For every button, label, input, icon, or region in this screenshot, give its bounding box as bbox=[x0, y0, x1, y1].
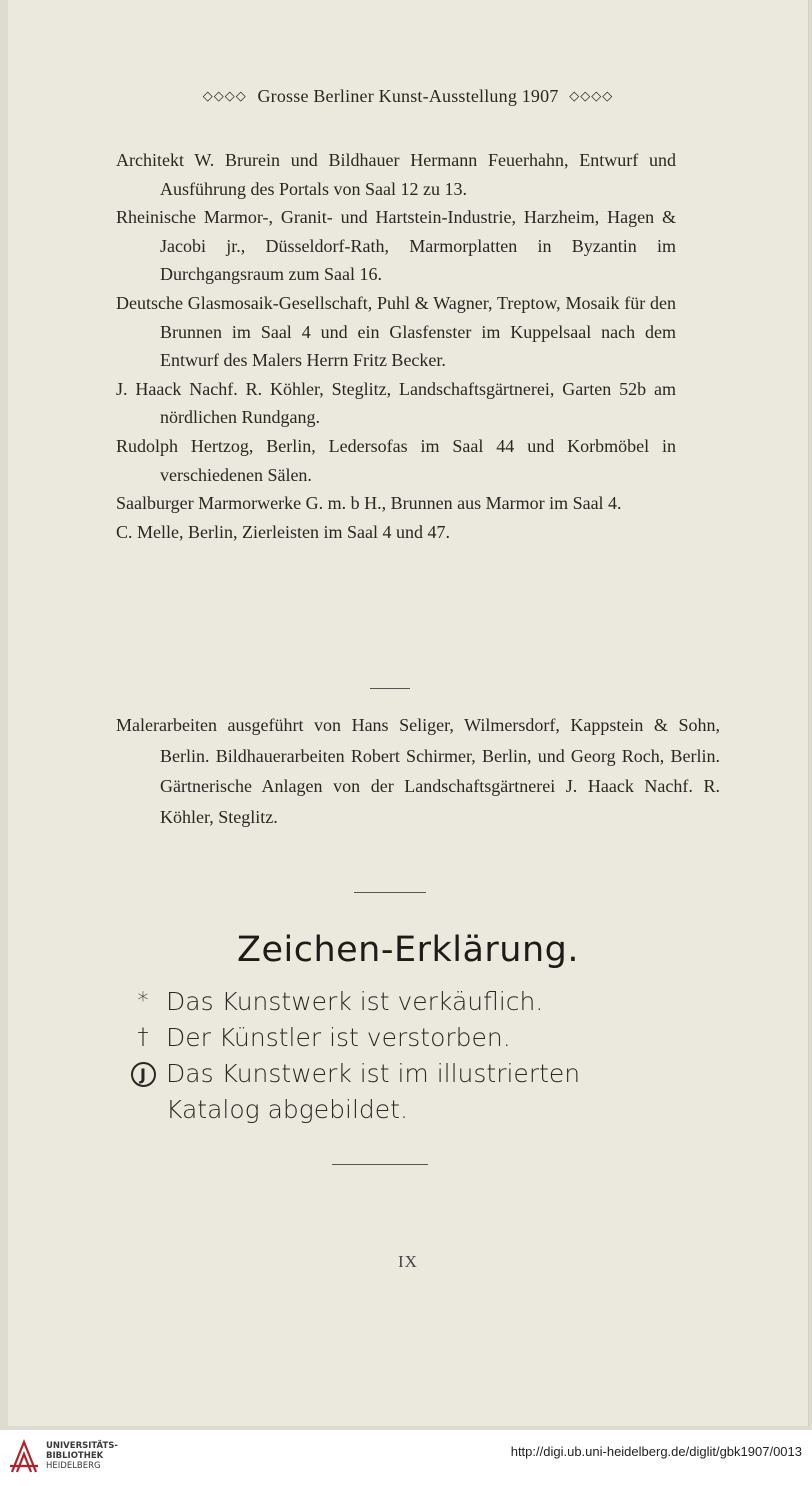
running-header bbox=[8, 86, 808, 107]
exhibitor-entry: Rheinische Marmor-, Granit- und Hartstein-Industrie, Harzheim, Hagen & Jacobi jr., Düsseldorf-Rath, Marmorplatten in Byzantin im Durchgangsraum zum Saal 16. bbox=[116, 207, 676, 285]
exhibitor-entry: Architekt W. Brurein und Bildhauer Hermann Feuerhahn, Entwurf und Ausführung des Portals von Saal 12 zu 13. bbox=[116, 150, 676, 199]
exhibitor-entry: J. Haack Nachf. R. Köhler, Steglitz, Landschaftsgärtnerei, Garten 52b am nördlichen Rundgang. bbox=[116, 378, 676, 428]
circled-j-icon: J bbox=[131, 1062, 156, 1087]
header-ornament-left: ◇◇◇◇ bbox=[202, 88, 247, 103]
legend-item bbox=[120, 1056, 680, 1128]
legend-item-text: Das Kunstwerk ist verkäuflich. bbox=[166, 987, 544, 1016]
library-logo-icon bbox=[8, 1436, 40, 1476]
exhibitor-entry: Saalburger Marmorwerke G. m. b H., Brunnen aus Marmor im Saal 4. bbox=[116, 493, 622, 514]
library-name: UNIVERSITÄTS- BIBLIOTHEK HEIDELBERG bbox=[46, 1441, 118, 1471]
divider-rule bbox=[354, 892, 426, 893]
exhibitor-entry: Deutsche Glasmosaik-Gesellschaft, Puhl & Wagner, Treptow, Mosaik für den Brunnen im Saal 4 und ein Glasfenster im Kuppelsaal nach dem Entwurf des Malers Herrn Fritz Becker. bbox=[116, 292, 676, 371]
divider-rule bbox=[370, 688, 410, 689]
source-url: http://digi.ub.uni-heidelberg.de/diglit/gbk1907/0013 bbox=[510, 1444, 802, 1459]
asterisk-icon: * bbox=[137, 989, 149, 1014]
legend-item-text: Der Künstler ist verstorben. bbox=[166, 1023, 511, 1052]
exhibitor-entry: Rudolph Hertzog, Berlin, Ledersofas im Saal 44 und Korbmöbel in verschiedenen Sälen. bbox=[116, 435, 676, 485]
legend-title: Zeichen-Erklärung. bbox=[236, 930, 580, 970]
legend-list bbox=[120, 984, 680, 1128]
credits-paragraph: Malerarbeiten ausgeführt von Hans Seliger, Wilmersdorf, Kappstein & Sohn, Berlin. Bildhauerarbeiten Robert Schirmer, Berlin, und Georg Roch, Berlin. Gärtnerische Anlagen von der Landschaftsgärtnerei J. Haack Nachf. R. Köhler, Steglitz. bbox=[116, 715, 720, 827]
header-title: Grosse Berliner Kunst-Ausstellung 1907 bbox=[257, 86, 559, 106]
exhibitor-list bbox=[116, 146, 676, 546]
legend-item-text: Das Kunstwerk ist im illustrierten Katalog abgebildet. bbox=[166, 1059, 581, 1124]
legend-item bbox=[120, 1020, 680, 1056]
legend-item bbox=[120, 984, 680, 1020]
exhibitor-entry: C. Melle, Berlin, Zierleisten im Saal 4 und 47. bbox=[116, 521, 450, 542]
page-number: IX bbox=[398, 1252, 418, 1271]
dagger-icon: † bbox=[137, 1025, 149, 1050]
header-ornament-right: ◇◇◇◇ bbox=[569, 88, 614, 103]
divider-rule bbox=[332, 1164, 428, 1165]
digitization-footer bbox=[0, 1430, 812, 1486]
book-page bbox=[8, 0, 809, 1426]
